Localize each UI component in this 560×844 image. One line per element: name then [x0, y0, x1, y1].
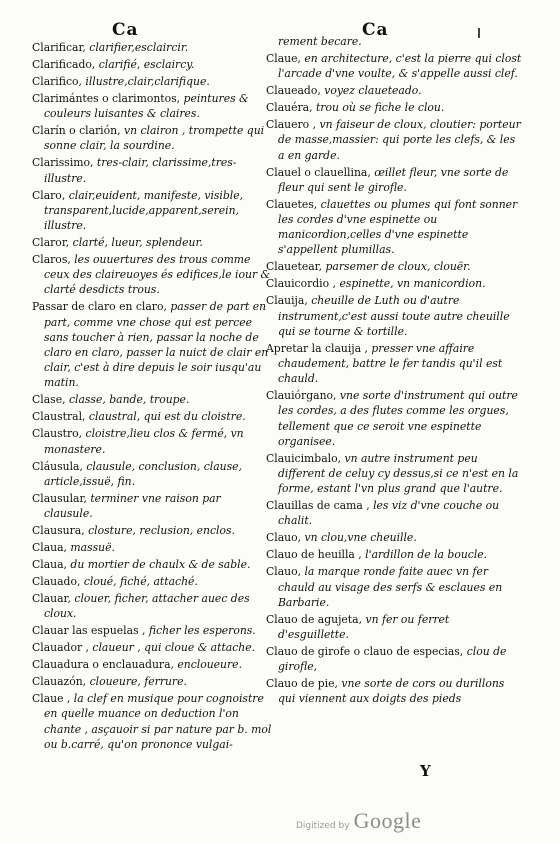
google-logo: Google: [353, 808, 422, 833]
dictionary-entry: [266, 564, 522, 610]
entry-headword: Clarificado,: [32, 58, 96, 71]
signature-mark: Y: [420, 762, 431, 780]
dictionary-entry: [32, 657, 272, 672]
dictionary-entry: [32, 557, 272, 572]
entry-definition: voyez claueteado.: [324, 84, 422, 98]
entry-headword: Claua,: [32, 541, 67, 555]
dictionary-entry: [266, 530, 522, 545]
dictionary-entry: [266, 293, 522, 339]
dictionary-entry: [266, 276, 522, 291]
dictionary-entry: [32, 540, 272, 555]
entry-definition: presser vne affaire chaudement, battre le fer tandis qu'il est chauld.: [278, 341, 503, 386]
entry-definition: claustral, qui est du cloistre.: [88, 410, 246, 424]
dictionary-entry: [32, 591, 272, 621]
dictionary-entry: [32, 691, 272, 752]
entry-headword: Claro,: [32, 188, 66, 202]
entry-headword: Clarificar,: [32, 41, 86, 54]
entry-definition: espinette, vn manicordion.: [339, 277, 486, 291]
entry-definition: claueur , qui cloue & attache.: [92, 641, 256, 655]
entry-headword: Clausular,: [32, 491, 87, 505]
entry-headword: Clase,: [32, 393, 66, 407]
entry-definition: encloueure.: [177, 658, 242, 672]
running-head-right: Ca: [362, 20, 389, 40]
dictionary-entry: [32, 426, 272, 456]
entry-headword: Claua,: [32, 558, 67, 572]
entry-headword: Claustral,: [32, 410, 86, 424]
entry-headword: Clauo,: [266, 531, 302, 545]
entry-definition: parsemer de cloux, clouër.: [325, 260, 471, 274]
entry-definition: closture, reclusion, enclos.: [88, 524, 235, 538]
entry-headword: Clauicimbalo,: [266, 451, 342, 465]
entry-headword: Claustro,: [32, 427, 83, 441]
entry-headword: Cláusula,: [32, 459, 83, 473]
dictionary-entry: [266, 197, 522, 258]
entry-definition: passer de part en part, comme vne chose qui est percee sans toucher à rien, passar la noche de claro en claro, passer la nuict de clair en clair, c'est à dire depuis le soir iusqu'au matin.: [44, 300, 269, 390]
dictionary-entry: [266, 612, 522, 642]
entry-definition: rement becare.: [278, 35, 362, 48]
entry-headword: Clauador ,: [32, 641, 89, 655]
entry-headword: Clarissimo,: [32, 156, 94, 170]
entry-definition: vn clou,vne cheuille.: [304, 531, 417, 545]
entry-headword: Clauar,: [32, 592, 71, 606]
entry-definition: clauettes ou plumes qui font sonner les cordes d'vne espinette ou manicordion,celles d'vne espinette s'appellent plumillas.: [278, 197, 518, 257]
watermark-prefix: Digitized by: [296, 821, 350, 831]
dictionary-entry: [266, 498, 522, 528]
entry-headword: Clauadura o enclauadura,: [32, 658, 174, 672]
entry-definition: la marque ronde faite auec vn fer chauld au visage des serfs & esclaues en Barbarie.: [278, 565, 503, 609]
entry-headword: Clauo de agujeta,: [266, 612, 363, 626]
dictionary-entry: [32, 155, 272, 185]
entry-headword: Clauero ,: [266, 118, 317, 132]
entry-definition: vne sorte de cors ou durillons qui viennent aux doigts des pieds: [278, 677, 505, 706]
entry-definition: cloistre,lieu clos & fermé, vn monastere.: [44, 427, 244, 456]
dictionary-entry: [266, 341, 522, 387]
entry-definition: cloué, fiché, attaché.: [83, 575, 198, 589]
dictionary-entry: [266, 100, 522, 115]
entry-headword: Clauo de girofe o clauo de especias,: [266, 645, 464, 659]
entry-definition: du mortier de chaulx & de sable.: [70, 558, 251, 572]
entry-headword: Clauetear,: [266, 260, 323, 274]
entry-definition: clarté, lueur, splendeur.: [72, 236, 203, 250]
entry-definition: classe, bande, troupe.: [68, 393, 190, 407]
dictionary-entry: [32, 57, 272, 72]
running-head-left: Ca: [112, 20, 139, 40]
entry-headword: Clauéra,: [266, 101, 313, 115]
entry-definition: vne sorte d'instrument qui outre les cordes, a des flutes comme les orgues, tellement que ce seroit vne espinette organisee.: [278, 389, 518, 448]
dictionary-entry: [32, 674, 272, 689]
entry-definition: clair,euident, manifeste, visible, transparent,lucide,apparent,serein, illustre.: [44, 188, 244, 233]
entry-headword: Clauar las espuelas ,: [32, 624, 146, 638]
dictionary-entry: [32, 40, 272, 55]
entry-definition: cheuille de Luth ou d'autre instrument,c'est aussi toute autre cheuille qui se tourne & tortille.: [278, 294, 510, 338]
entry-definition: la clef en musique pour cognoistre en quelle muance on deduction l'on chante , asçauoir si par nature par b. mol ou b.carré, qu'on prononce vulgai-: [44, 692, 272, 751]
right-column: [266, 34, 522, 708]
dictionary-entry: [32, 409, 272, 424]
entry-definition: clarifier,esclaircir.: [89, 41, 189, 54]
dictionary-entry: [32, 188, 272, 234]
entry-headword: Claue,: [266, 52, 301, 65]
dictionary-entry: [266, 165, 522, 195]
entry-headword: Clarimántes o clarimontos,: [32, 92, 181, 105]
entry-headword: Claue ,: [32, 692, 71, 706]
entry-headword: Clauel o clauellina,: [266, 165, 371, 179]
entry-definition: les viz d'vne couche ou chalit.: [278, 499, 500, 528]
entry-definition: clausule, conclusion, clause, article,issuë, fin.: [44, 459, 242, 488]
left-column: [32, 40, 272, 754]
entry-definition: vn clairon , trompette qui sonne clair, la sourdine.: [44, 124, 265, 153]
dictionary-entry: [266, 34, 522, 49]
entry-definition: œillet fleur, vne sorte de fleur qui sent le girofle.: [278, 165, 509, 194]
entry-headword: Clausura,: [32, 524, 85, 538]
dictionary-entry: [32, 74, 272, 89]
dictionary-entry: [266, 676, 522, 706]
dictionary-entry: [266, 388, 522, 449]
dictionary-entry: [266, 83, 522, 98]
entry-headword: Clauetes,: [266, 197, 318, 211]
entry-definition: vn autre instrument peu different de celuy cy dessus,si ce n'est en la forme, estant l'vn plus grand que l'autre.: [278, 451, 519, 496]
entry-headword: Clauija,: [266, 294, 308, 308]
entry-headword: Clauiórgano,: [266, 389, 337, 403]
dictionary-entry: [32, 252, 272, 298]
dictionary-entry: [266, 547, 522, 562]
dictionary-entry: [266, 644, 522, 674]
dictionary-entry: [32, 123, 272, 153]
entry-definition: peintures & couleurs luisantes & claires.: [44, 92, 249, 121]
dictionary-entry: [266, 117, 522, 163]
dictionary-entry: [32, 623, 272, 638]
entry-definition: terminer vne raison par clausule.: [44, 491, 221, 521]
dictionary-entry: [266, 259, 522, 274]
dictionary-entry: [32, 574, 272, 589]
entry-headword: Passar de claro en claro,: [32, 300, 167, 314]
entry-headword: Clauo,: [266, 565, 302, 579]
dictionary-entry: [32, 640, 272, 655]
dictionary-entry: [32, 235, 272, 250]
dictionary-entry: [32, 392, 272, 407]
digitization-watermark: [296, 808, 421, 834]
entry-headword: Claros,: [32, 253, 71, 267]
entry-headword: Claror,: [32, 236, 70, 250]
entry-headword: Clarín o clarión,: [32, 124, 121, 138]
entry-headword: Claueado,: [266, 84, 321, 98]
entry-definition: clouer, ficher, attacher auec des cloux.: [44, 592, 250, 621]
entry-definition: trou où se fiche le clou.: [315, 101, 445, 115]
dictionary-entry: [266, 51, 522, 81]
entry-definition: cloueure, ferrure.: [89, 675, 187, 689]
entry-definition: vn faiseur de cloux, cloutier: porteur de masse,massier: qui porte les clefs, & les a en garde.: [278, 118, 521, 162]
entry-definition: tres-clair, clarissime,tres-illustre.: [44, 156, 237, 185]
entry-definition: en architecture, c'est la pierre qui clost l'arcade d'vne voulte, & s'appelle aussi clef.: [278, 52, 522, 81]
dictionary-entry: [32, 299, 272, 390]
dictionary-entry: [32, 523, 272, 538]
entry-headword: Clauado,: [32, 575, 81, 589]
entry-headword: Clarifico,: [32, 75, 82, 88]
dictionary-entry: [266, 451, 522, 497]
entry-headword: Clauicordio ,: [266, 277, 336, 291]
entry-definition: l'ardillon de la boucle.: [365, 548, 488, 562]
dictionary-entry: [32, 91, 272, 121]
entry-headword: Clauo de pie,: [266, 677, 338, 691]
dictionary-entry: [32, 491, 272, 521]
entry-headword: Clauillas de cama ,: [266, 499, 370, 513]
entry-definition: illustre,clair,clarifique.: [85, 75, 210, 88]
entry-headword: Clauazón,: [32, 675, 87, 689]
dictionary-entry: [32, 459, 272, 489]
entry-definition: clou de girofle,: [278, 645, 507, 674]
entry-definition: ficher les esperons.: [148, 624, 256, 638]
entry-definition: les ouuertures des trous comme ceux des claireuoyes és edifices,le iour & clarté desdicts trous.: [44, 253, 271, 297]
entry-definition: vn fer ou ferret d'esguillette.: [278, 612, 450, 642]
entry-definition: clarifié, esclaircy.: [98, 58, 195, 71]
entry-headword: Apretar la clauija ,: [266, 341, 368, 355]
entry-headword: Clauo de heuilla ,: [266, 548, 362, 562]
entry-definition: massuë.: [70, 541, 115, 555]
